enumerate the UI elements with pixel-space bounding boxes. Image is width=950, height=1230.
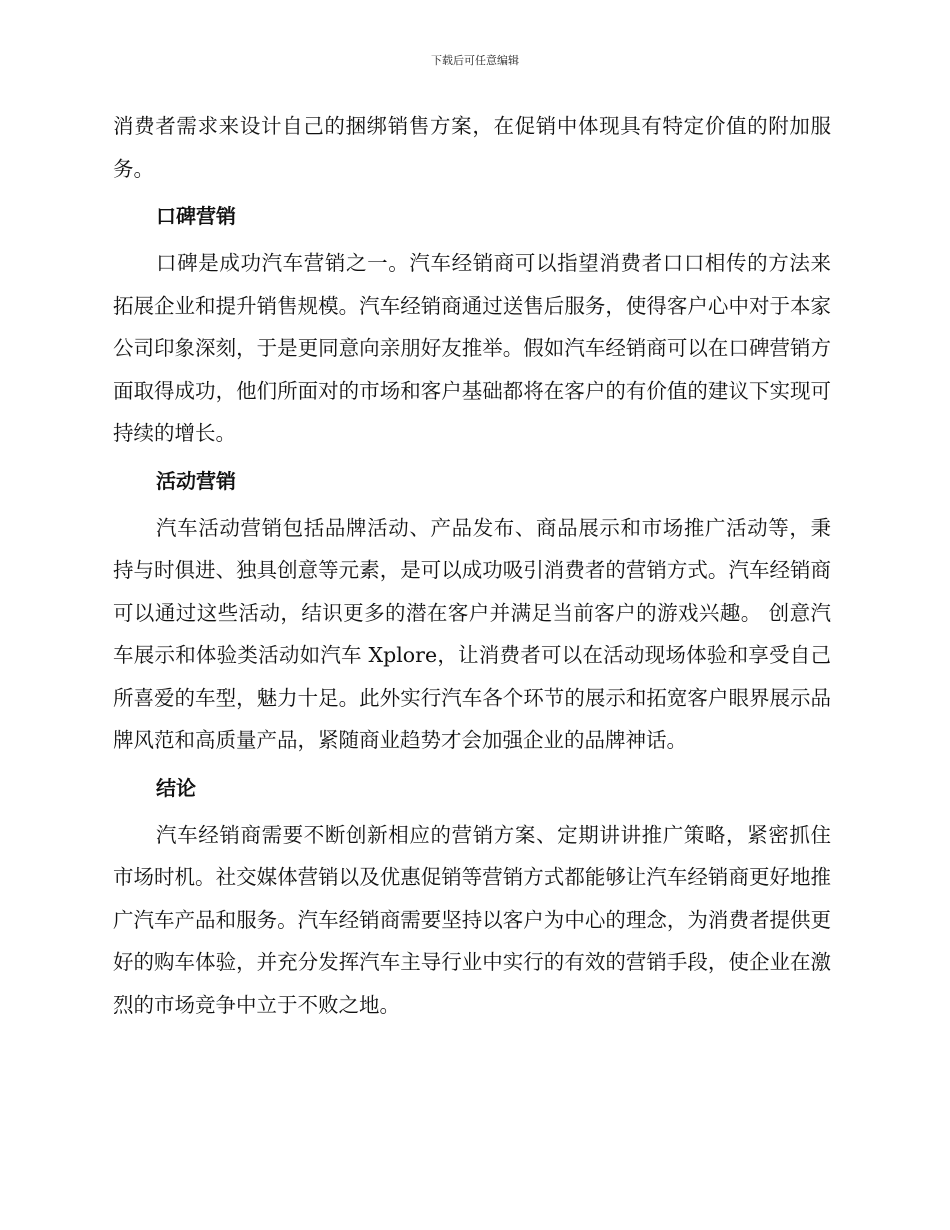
page-header: 下载后可任意编辑 <box>431 54 519 67</box>
intro-paragraph: 消费者需求来设计自己的捆绑销售方案，在促销中体现具有特定价值的附加服务。 <box>113 114 831 181</box>
section-paragraph: 汽车活动营销包括品牌活动、产品发布、商品展示和市场推广活动等，秉持与时俱进、独具创意等元素，是可以成功吸引消费者的营销方式。汽车经销商可以通过这些活动，结识更多的潜在客户并满足当前客户的游戏兴趣。 创意汽车展示和体验类活动如汽车 Xplore，让消费者可以在活动现场体验和享受自己所喜爱的车型，魅力十足。此外实行汽车各个环节的展示和拓宽客户眼界展示品牌风范和高质量产品，紧随商业趋势才会加强企业的品牌神话。 <box>113 515 831 752</box>
section-event-marketing <box>113 465 831 762</box>
section-heading: 活动营销 <box>156 468 236 493</box>
section-paragraph: 口碑是成功汽车营销之一。汽车经销商可以指望消费者口口相传的方法来拓展企业和提升销售规模。汽车经销商通过送售后服务，使得客户心中对于本家公司印象深刻，于是更同意向亲朋好友推举。假如汽车经销商可以在口碑营销方面取得成功，他们所面对的市场和客户基础都将在客户的有价值的建议下实现可持续的增长。 <box>113 251 831 445</box>
section-heading: 口碑营销 <box>156 204 236 228</box>
section-conclusion <box>113 772 831 1027</box>
document-body <box>113 105 831 1026</box>
section-heading: 结论 <box>156 775 196 800</box>
section-word-of-mouth <box>113 200 831 455</box>
section-paragraph: 汽车经销商需要不断创新相应的营销方案、定期讲讲推广策略，紧密抓住市场时机。社交媒体营销以及优惠促销等营销方式都能够让汽车经销商更好地推广汽车产品和服务。汽车经销商需要坚持以客户为中心的理念，为消费者提供更好的购车体验，并充分发挥汽车主导行业中实行的有效的营销手段，使企业在激烈的市场竞争中立于不败之地。 <box>113 822 831 1017</box>
